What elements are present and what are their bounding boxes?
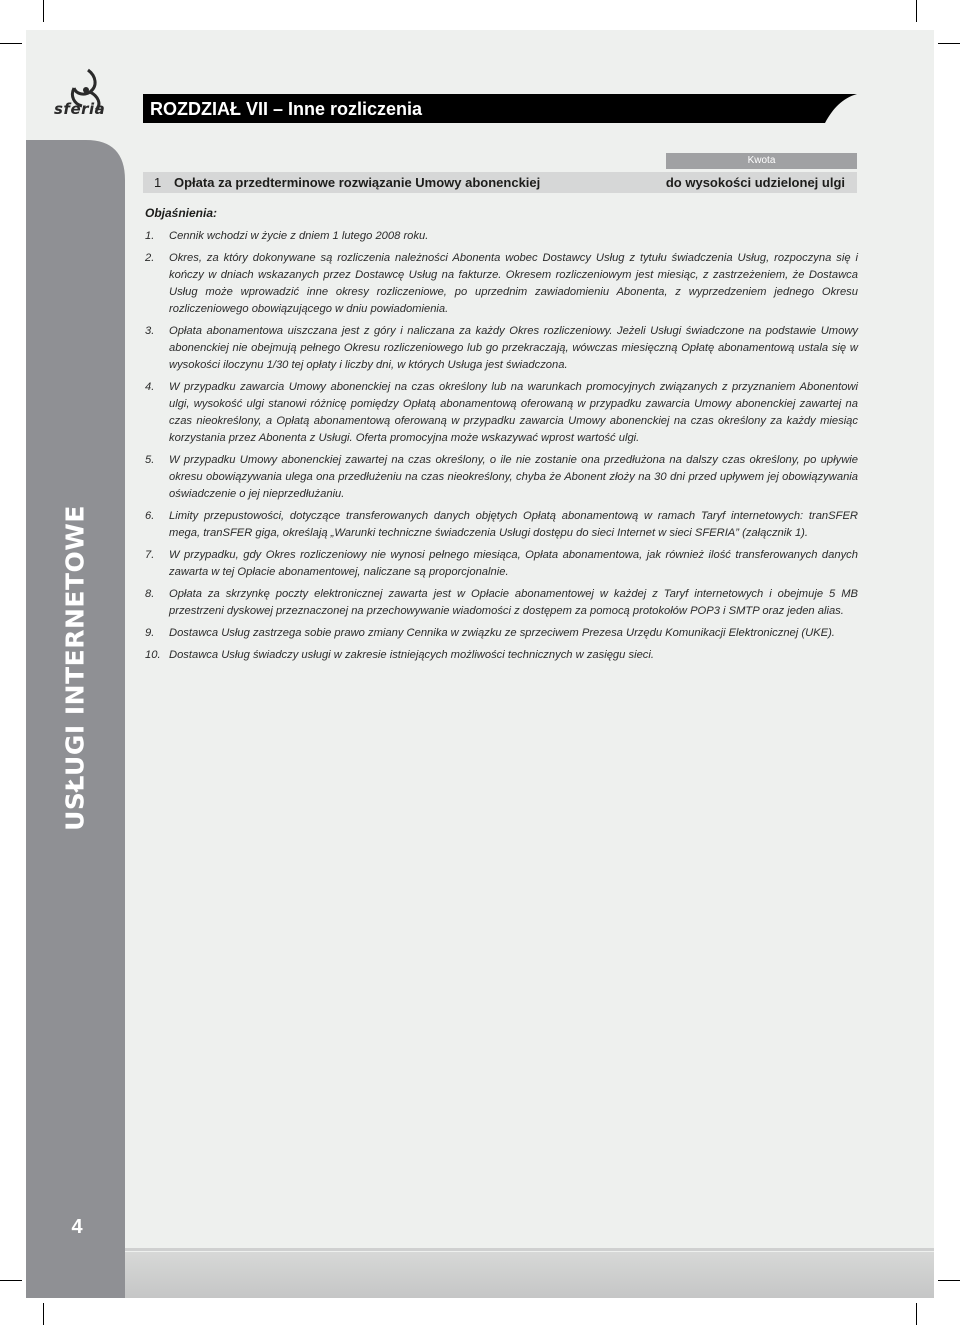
crop-mark xyxy=(0,1280,22,1281)
table-row xyxy=(143,172,857,193)
sidebar-corner xyxy=(26,140,125,180)
list-item xyxy=(145,508,858,542)
list-item xyxy=(145,647,858,664)
item-text: W przypadku zawarcia Umowy abonenckiej na czas określony lub na warunkach promocyjnych związanych z przyznaniem Abonentowi ulgi, wysokość ulgi stanowi różnicę pomiędzy Opłatą abonamentową oferowaną w przypadku zawarcia Umowy abonenckiej zawartej na czas nieokreślony, a Opłatą abonamentową oferowaną w przypadku zawarcia Umowy abonenckiej na czas określony za każdy miesiąc korzystania przez Abonenta z Usługi. Oferta promocyjna może wskazywać wprost wartość ulgi. xyxy=(169,381,858,444)
footer-band xyxy=(125,1252,934,1298)
item-number: 10. xyxy=(145,649,161,661)
item-text: Opłata abonamentowa uiszczana jest z góry i naliczana za każdy Okres rozliczeniowy. Jeżeli Usługi świadczone na podstawie Umowy abonenckiej nie obejmują pełnego Okresu rozliczeniowego lub go przekraczają, wówczas miesięczną Opłatę abonamentową ustala się w wysokości iloczynu 1/30 tej opłaty i liczby dni, w których Usługa jest świadczona. xyxy=(169,325,858,371)
logo-text: sferia xyxy=(54,100,106,118)
explanations-list xyxy=(145,228,858,669)
list-item xyxy=(145,379,858,447)
crop-mark xyxy=(43,1303,44,1325)
item-number: 3. xyxy=(145,325,155,337)
list-item xyxy=(145,586,858,620)
crop-mark xyxy=(43,0,44,22)
item-text: Dostawca Usług zastrzega sobie prawo zmiany Cennika w związku ze sprzeciwem Prezesa Urzędu Komunikacji Elektronicznej (UKE). xyxy=(169,627,835,639)
section-title-text: USŁUGI INTERNETOWE xyxy=(60,505,90,831)
item-number: 6. xyxy=(145,510,155,522)
page-number: 4 xyxy=(71,1216,83,1238)
chapter-title: ROZDZIAŁ VII – Inne rozliczenia xyxy=(150,99,423,119)
item-number: 5. xyxy=(145,454,155,466)
item-text: Opłata za skrzynkę poczty elektronicznej zawarta jest w Opłacie abonamentowej w każdej z Taryf internetowych i obejmuje 5 MB przestrzeni dyskowej przeznaczonej na przechowywanie wiadomości z dostępem za pomocą protokołów POP3 i SMTP oraz jeden alias. xyxy=(169,588,858,617)
row-number: 1 xyxy=(154,175,162,190)
fee-name: Opłata za przedterminowe rozwiązanie Umowy abonenckiej xyxy=(174,175,541,190)
list-item xyxy=(145,625,858,642)
fee-amount: do wysokości udzielonej ulgi xyxy=(665,175,845,190)
item-number: 2. xyxy=(145,252,155,264)
list-item xyxy=(145,228,858,245)
item-text: Cennik wchodzi w życie z dniem 1 lutego 2008 roku. xyxy=(169,230,429,242)
item-text: W przypadku Umowy abonenckiej zawartej na czas określony, o ile nie zostanie ona przedłużona na dalszy czas określony, po upływie okresu obowiązywania ulega ona przedłużeniu na czas nieokreślony, chyba że Abonent złoży na 30 dni przed upływem jej obowiązywania oświadczenie o jej nieprzedłużaniu. xyxy=(169,454,858,500)
item-text: W przypadku, gdy Okres rozliczeniowy nie wynosi pełnego miesiąca, Opłata abonamentowa, jak również ilość transferowanych danych zawarta w tej Opłacie abonamentowej, naliczane są proporcjonalnie. xyxy=(169,549,858,578)
crop-mark xyxy=(938,1280,960,1281)
list-item xyxy=(145,323,858,374)
item-text: Limity przepustowości, dotyczące transferowanych danych objętych Opłatą abonamentową w ramach Taryf internetowych: tranSFER mega, tranSFER giga, określają „Warunki techniczne świadczenia Usługi dostępu do sieci Internet w sieci SFERIA” (załącznik 1). xyxy=(169,510,858,539)
crop-mark xyxy=(938,43,960,44)
item-number: 1. xyxy=(145,230,155,242)
list-item xyxy=(145,547,858,581)
list-item xyxy=(145,452,858,503)
amount-column-header: Kwota xyxy=(666,153,857,169)
item-text: Okres, za który dokonywane są rozliczenia należności Abonenta wobec Dostawcy Usług z tytułu świadczenia Usług, rozpoczyna się i kończy w dniach wskazanych przez Dostawcę Usług na fakturze. Okresem rozliczeniowym jest miesiąc, z zastrzeżeniem, że Dostawca Usług może wprowadzić inne okresy rozliczeniowe, po uprzednim zawiadomieniu Abonenta, z wyprzedzeniem jednego Okresu rozliczeniowego obowiązującego w dniu powiadomienia. xyxy=(169,252,858,315)
item-text: Dostawca Usług świadczy usługi w zakresie istniejących możliwości technicznych w zasięgu sieci. xyxy=(169,649,654,661)
crop-mark xyxy=(916,0,917,22)
footer-line xyxy=(125,1248,934,1251)
list-item xyxy=(145,250,858,318)
item-number: 8. xyxy=(145,588,155,600)
item-number: 9. xyxy=(145,627,155,639)
crop-mark xyxy=(916,1303,917,1325)
explanations-title: Objaśnienia: xyxy=(145,206,218,220)
crop-mark xyxy=(0,43,22,44)
item-number: 4. xyxy=(145,381,155,393)
item-number: 7. xyxy=(145,549,155,561)
